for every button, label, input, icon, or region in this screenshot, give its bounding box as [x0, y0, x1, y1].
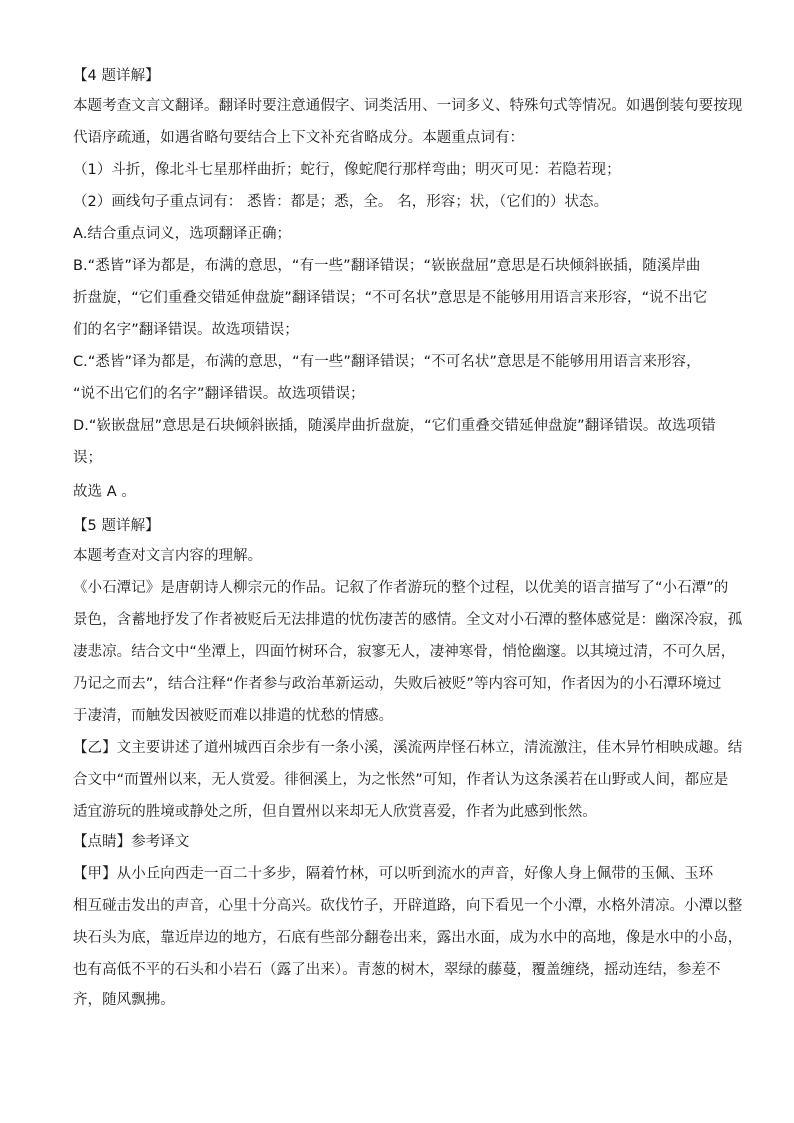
paragraph-line: 凄悲凉。结合文中“坐潭上，四面竹树环合，寂寥无人，凄神寒骨，悄怆幽邃。以其境过清，不可久居， [73, 644, 736, 660]
translation-line: 【甲】从小丘向西走一百二十多步，隔着竹林，可以听到流水的声音，好像人身上佩带的玉佩、玉环 [73, 866, 714, 882]
commentary-heading: 【点睛】参考译文 [73, 834, 190, 850]
paragraph-line: 《小石潭记》是唐朝诗人柳宗元的作品。记叙了作者游玩的整个过程，以优美的语言描写了“小石潭”的 [73, 580, 729, 596]
paragraph-line: 本题考查对文言内容的理解。 [73, 548, 263, 564]
translation-line: 块石头为底，靠近岸边的地方，石底有些部分翻卷出来，露出水面，成为水中的高地，像是水中的小岛， [73, 930, 743, 946]
translation-line: 相互碰击发出的声音，心里十分高兴。砍伐竹子，开辟道路，向下看见一个小潭，水格外清凉。小潭以整 [73, 898, 743, 914]
paragraph-line: 乃记之而去”，结合注释“作者参与政治革新运动，失败后被贬”等内容可知，作者因为的小石潭环境过 [73, 676, 722, 692]
paragraph-line: “说不出它们的名字”翻译错误。故选项错误； [73, 386, 365, 402]
paragraph-line: 故选 A 。 [73, 484, 136, 500]
paragraph-line: 适宜游玩的胜境或静处之所，但自置州以来却无人欣赏喜爱，作者为此感到怅然。 [73, 804, 597, 820]
translation-line: 也有高低不平的石头和小岩石（露了出来）。青葱的树木，翠绿的藤蔓，覆盖缠绕，摇动连结，参差不 [73, 962, 721, 978]
paragraph-line: 于凄清，而触发因被贬而难以排遣的忧愁的情感。 [73, 708, 394, 724]
paragraph-line: 景色，含蓄地抒发了作者被贬后无法排遣的忧伤凄苦的感情。全文对小石潭的整体感觉是：幽深冷寂，孤 [73, 612, 743, 628]
paragraph-line: C.“悉皆”译为都是，布满的意思，“有一些”翻译错误；“不可名状”意思是不能够用用语言来形容， [73, 354, 701, 370]
paragraph-line: 合文中“而置州以来，无人赏爱。徘徊溪上，为之怅然”可知，作者认为这条溪若在山野或人间，都应是 [73, 772, 729, 788]
paragraph-line: （1）斗折，像北斗七星那样曲折；蛇行，像蛇爬行那样弯曲；明灭可见：若隐若现； [73, 162, 621, 178]
paragraph-line: 【乙】文主要讲述了道州城西百余步有一条小溪，溪流两岸怪石林立，清流激注，佳木异竹相映成趣。结 [73, 740, 743, 756]
paragraph-line: B.“悉皆”译为都是，布满的意思，“有一些”翻译错误；“嵚嵌盘屈”意思是石块倾斜嵌插，随溪岸曲 [73, 258, 701, 274]
section-5-heading: 【5 题详解】 [73, 518, 160, 534]
paragraph-line: D.“嵚嵌盘屈”意思是石块倾斜嵌插，随溪岸曲折盘旋，“它们重叠交错延伸盘旋”翻译错误。故选项错 [73, 418, 716, 434]
paragraph-line: 们的名字”翻译错误。故选项错误； [73, 322, 299, 338]
paragraph-line: （2）画线句子重点词有： 悉皆：都是；悉，全。 名，形容；状，（它们的）状态。 [73, 194, 609, 210]
paragraph-line: 本题考查文言文翻译。翻译时要注意通假字、词类活用、一词多义、特殊句式等情况。如遇倒装句要按现 [73, 98, 743, 114]
paragraph-line: 折盘旋，“它们重叠交错延伸盘旋”翻译错误；“不可名状”意思是不能够用用语言来形容，“说不出它 [73, 290, 708, 306]
paragraph-line: A.结合重点词义，选项翻译正确； [73, 226, 292, 242]
section-4-heading: 【4 题详解】 [73, 68, 160, 84]
paragraph-line: 误； [73, 450, 103, 466]
translation-line: 齐，随风飘拂。 [73, 992, 175, 1008]
paragraph-line: 代语序疏通，如遇省略句要结合上下文补充省略成分。本题重点词有： [73, 130, 525, 146]
